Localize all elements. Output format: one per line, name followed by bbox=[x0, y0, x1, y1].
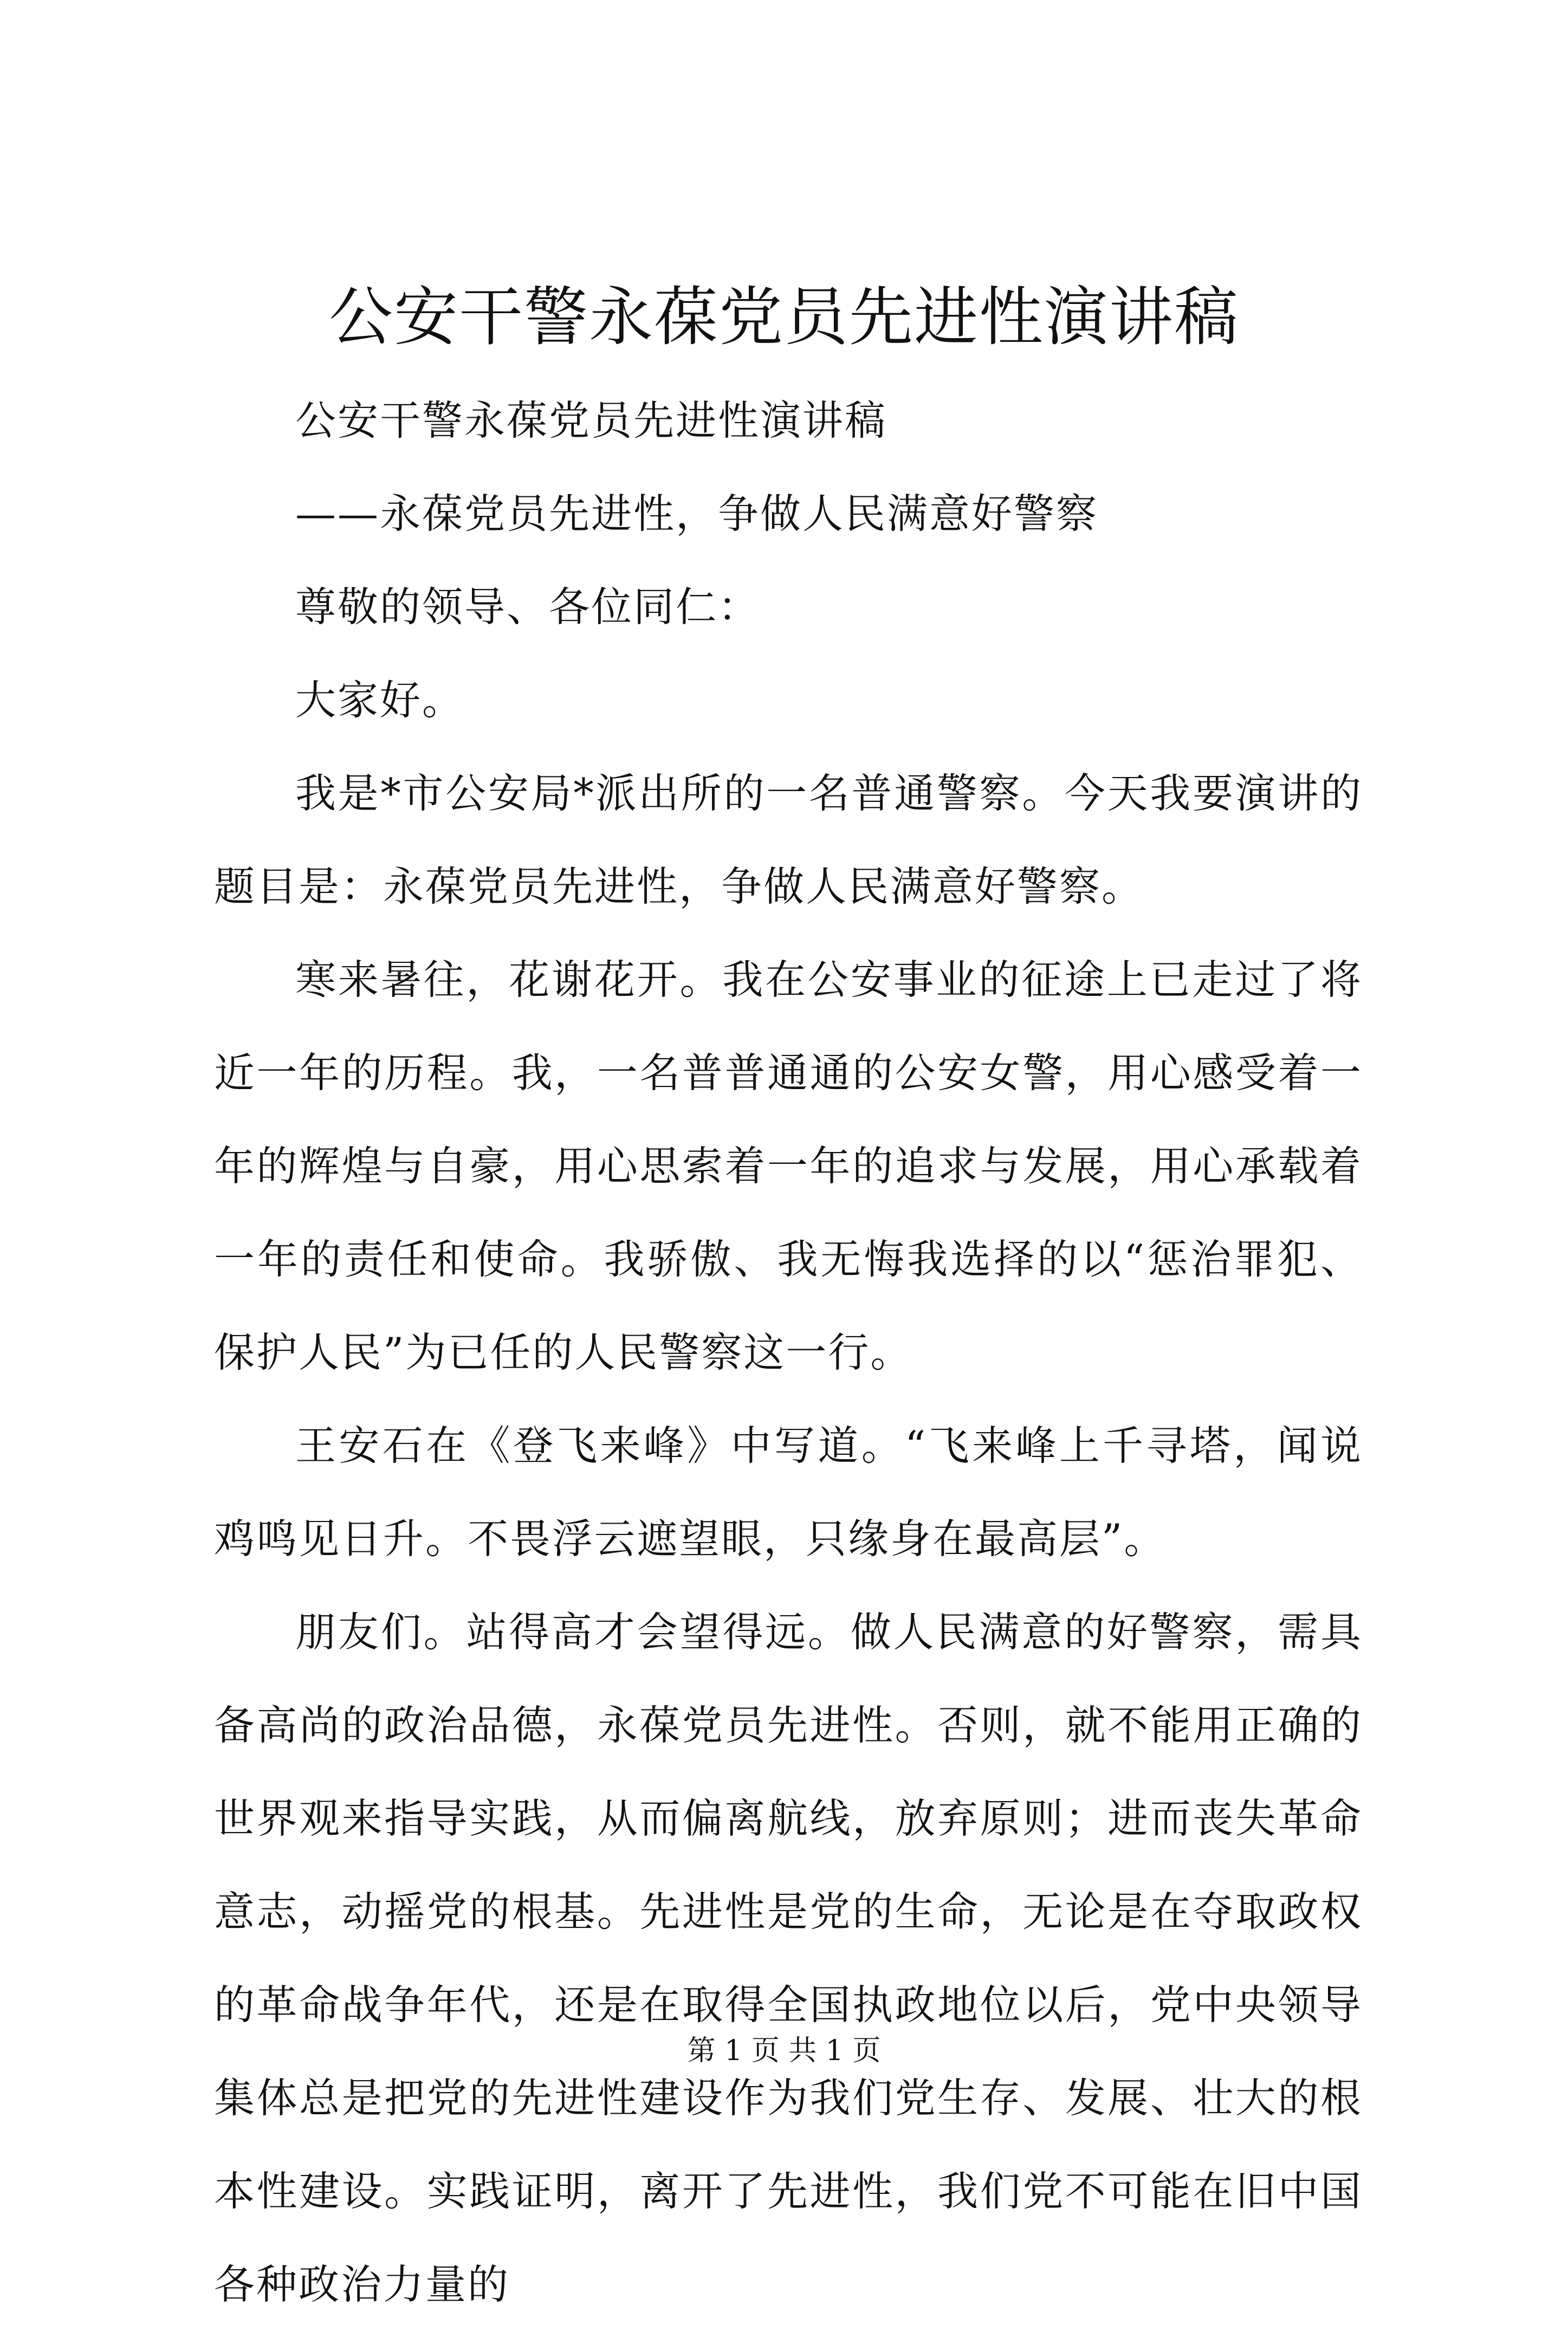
paragraph-salutation: 尊敬的领导、各位同仁： bbox=[295, 583, 761, 631]
paragraph-poem-quote: 王安石在《登飞来峰》中写道。“飞来峰上千寻塔，闻说鸡鸣见日升。不畏浮云遮望眼，只缘身在最高层”。 bbox=[214, 1422, 1363, 1563]
paragraph-party-advancement: 朋友们。站得高才会望得远。做人民满意的好警察，需具备高尚的政治品德，永葆党员先进性。否则，就不能用正确的世界观来指导实践，从而偏离航线，放弃原则；进而丧失革命意志，动摇党的根基。先进性是党的生命，无论是在夺取政权的革命战争年代，还是在取得全国执政地位以后，党中央领导集体总是把党的先进性建设作为我们党生存、发展、壮大的根本性建设。实践证明，离开了先进性，我们党不可能在旧中国各种政治力量的 bbox=[214, 1608, 1363, 2308]
paragraph-theme-line: ——永葆党员先进性，争做人民满意好警察 bbox=[295, 490, 1099, 538]
paragraph-greeting: 大家好。 bbox=[295, 676, 465, 724]
paragraph-career-reflection: 寒来暑往，花谢花开。我在公安事业的征途上已走过了将近一年的历程。我，一名普普通通的公安女警，用心感受着一年的辉煌与自豪，用心思索着一年的追求与发展，用心承载着一年的责任和使命。我骄傲、我无悔我选择的以“惩治罪犯、保护人民”为已任的人民警察这一行。 bbox=[214, 956, 1363, 1376]
paragraph-introduction: 我是*市公安局*派出所的一名普通警察。今天我要演讲的题目是：永葆党员先进性，争做人民满意好警察。 bbox=[214, 769, 1363, 910]
document-title: 公安干警永葆党员先进性演讲稿 bbox=[328, 280, 1239, 354]
page-footer: 第 1 页 共 1 页 bbox=[687, 2035, 881, 2067]
paragraph-subtitle-heading: 公安干警永葆党员先进性演讲稿 bbox=[295, 397, 887, 444]
